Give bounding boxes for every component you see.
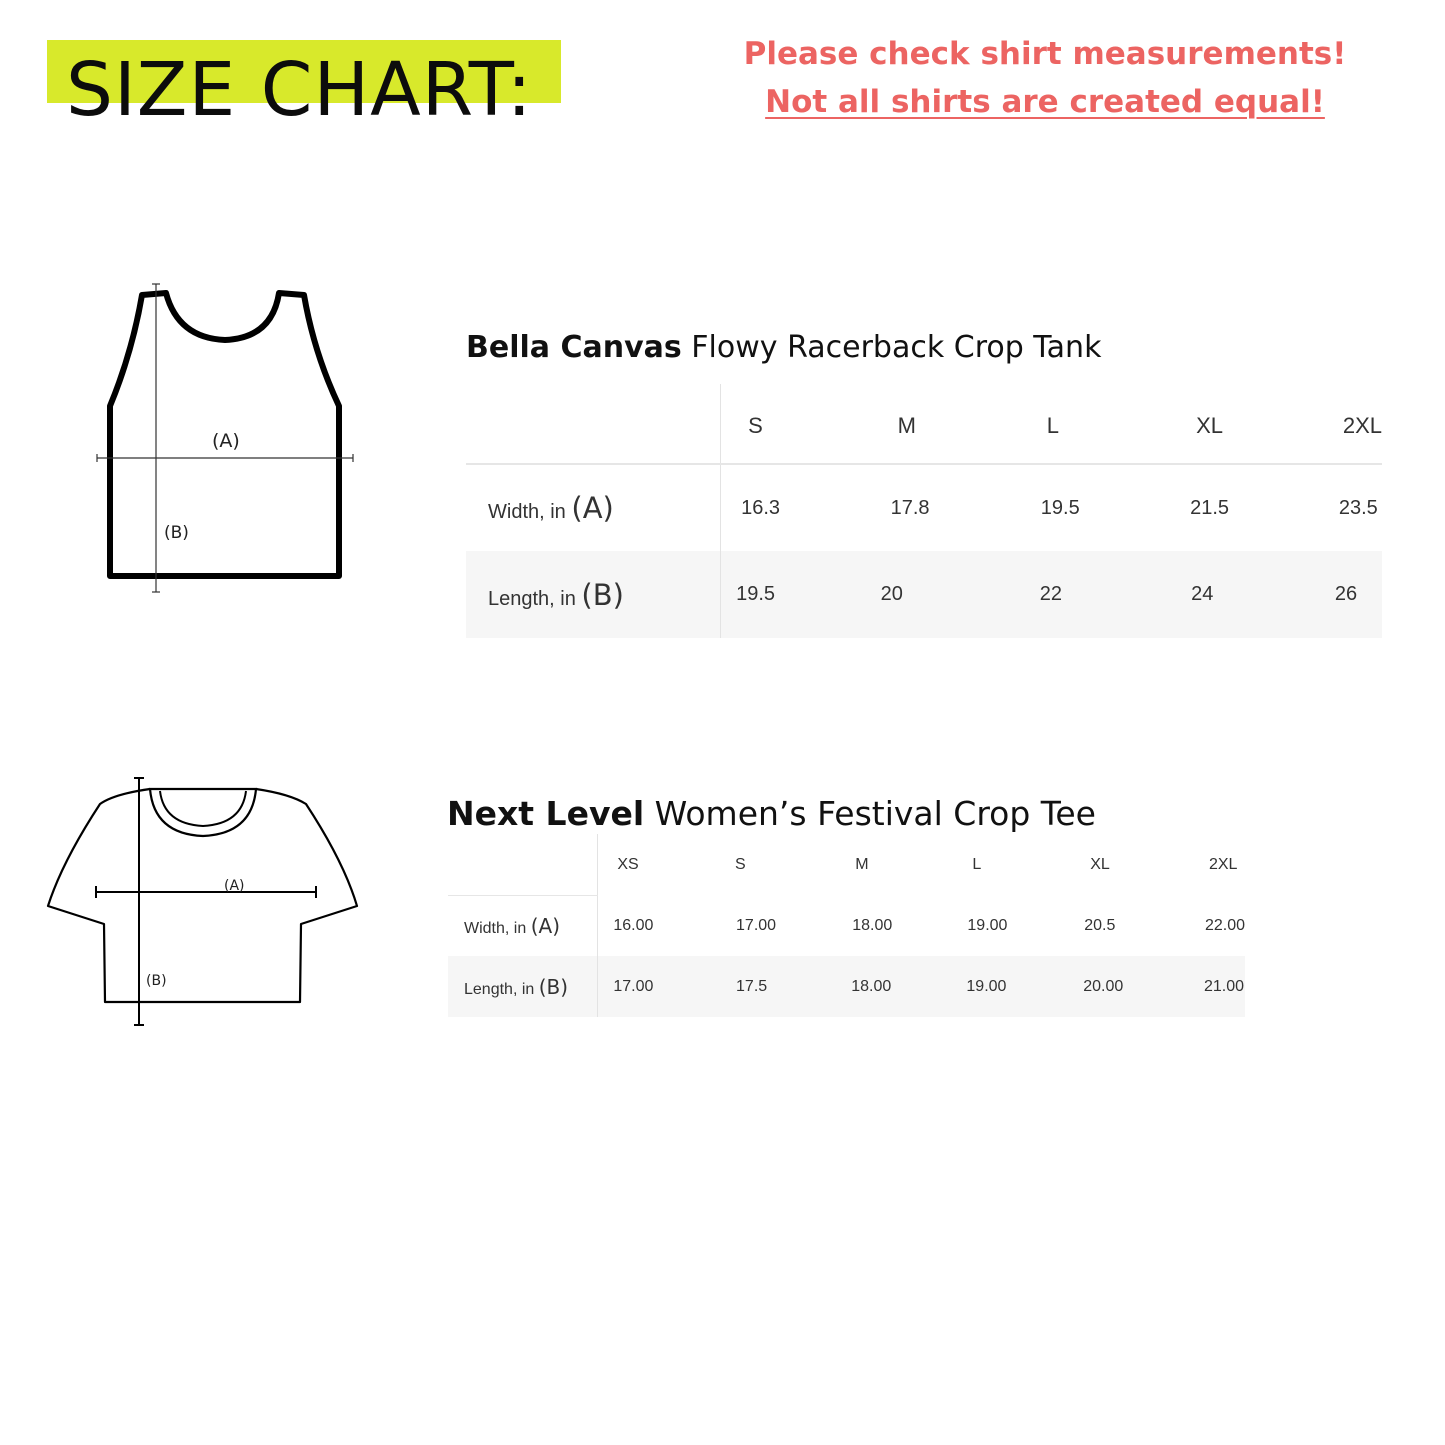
product-brand: Next Level bbox=[447, 794, 645, 833]
row-label-letter: (B) bbox=[581, 577, 624, 612]
table-cell: 17.00 bbox=[736, 916, 777, 934]
table-cell: 18.00 bbox=[835, 956, 951, 1017]
product-name: Flowy Racerback Crop Tank bbox=[691, 330, 1102, 365]
row-label-width bbox=[466, 464, 721, 551]
table-cell: 22.00 bbox=[1204, 916, 1245, 934]
product-brand: Bella Canvas bbox=[466, 330, 682, 365]
table-cell: 19.00 bbox=[951, 956, 1068, 1017]
size-header-m: M bbox=[855, 855, 869, 873]
size-header-s: S bbox=[721, 384, 871, 464]
table-row bbox=[448, 956, 1245, 1017]
product-heading-tank bbox=[466, 330, 1101, 365]
row-label-text: Length, in bbox=[464, 980, 535, 998]
tee-label-b: (B) bbox=[146, 973, 167, 989]
size-table-tank bbox=[466, 384, 1382, 638]
product-heading-tee bbox=[447, 794, 1096, 833]
size-header-2xl: 2XL bbox=[1208, 855, 1238, 873]
table-cell: 20.00 bbox=[1068, 956, 1189, 1017]
table-header-row bbox=[448, 834, 1245, 895]
tank-label-b: (B) bbox=[164, 523, 189, 543]
size-header-l: L bbox=[972, 855, 982, 873]
row-label-letter: (A) bbox=[530, 913, 560, 938]
tee-label-a: (A) bbox=[224, 878, 245, 894]
row-label-text: Length, in bbox=[488, 587, 576, 610]
table-row bbox=[466, 464, 1382, 551]
table-cell: 26 bbox=[1319, 551, 1382, 638]
size-header-xl: XL bbox=[1090, 855, 1110, 873]
size-table-tee bbox=[448, 834, 1245, 1017]
measurement-notice: Please check shirt measurements! bbox=[743, 36, 1347, 72]
table-cell: 20 bbox=[871, 551, 1017, 638]
table-cell: 22 bbox=[1017, 551, 1166, 638]
table-cell: 16.3 bbox=[741, 496, 781, 519]
row-label-letter: (B) bbox=[538, 974, 569, 999]
size-header-xs: XS bbox=[617, 855, 639, 873]
page-title: SIZE CHART: bbox=[66, 47, 533, 133]
size-header-m: M bbox=[871, 384, 1017, 464]
row-label-text: Width, in bbox=[464, 919, 527, 937]
table-cell: 24 bbox=[1166, 551, 1319, 638]
row-label-length bbox=[448, 956, 598, 1017]
table-row bbox=[448, 895, 1245, 956]
table-cell: 21.00 bbox=[1189, 956, 1245, 1017]
size-header-s: S bbox=[735, 855, 746, 873]
table-corner bbox=[448, 834, 598, 895]
product-name: Women’s Festival Crop Tee bbox=[654, 794, 1096, 833]
tank-top-icon bbox=[90, 278, 365, 598]
table-cell: 19.5 bbox=[1040, 496, 1080, 519]
table-cell: 16.00 bbox=[613, 916, 654, 934]
table-cell: 23.5 bbox=[1338, 496, 1378, 519]
table-cell: 18.00 bbox=[852, 916, 893, 934]
size-header-xl: XL bbox=[1166, 384, 1319, 464]
table-header-row bbox=[466, 384, 1382, 464]
table-cell: 19.5 bbox=[721, 551, 871, 638]
row-label-text: Width, in bbox=[488, 501, 566, 523]
table-cell: 21.5 bbox=[1190, 496, 1230, 519]
row-label-letter: (A) bbox=[571, 491, 614, 525]
shirt-difference-notice: Not all shirts are created equal! bbox=[765, 84, 1325, 120]
tank-label-a: (A) bbox=[212, 430, 240, 452]
row-label-width bbox=[448, 895, 598, 956]
table-cell: 17.00 bbox=[598, 956, 719, 1017]
table-cell: 19.00 bbox=[967, 916, 1008, 934]
table-corner bbox=[466, 384, 721, 464]
size-header-2xl: 2XL bbox=[1319, 384, 1382, 464]
size-header-l: L bbox=[1017, 384, 1166, 464]
table-row bbox=[466, 551, 1382, 638]
crop-tee-icon bbox=[44, 772, 364, 1032]
table-cell: 17.8 bbox=[890, 496, 930, 519]
row-label-length bbox=[466, 551, 721, 638]
table-cell: 20.5 bbox=[1084, 916, 1116, 934]
table-cell: 17.5 bbox=[719, 956, 835, 1017]
